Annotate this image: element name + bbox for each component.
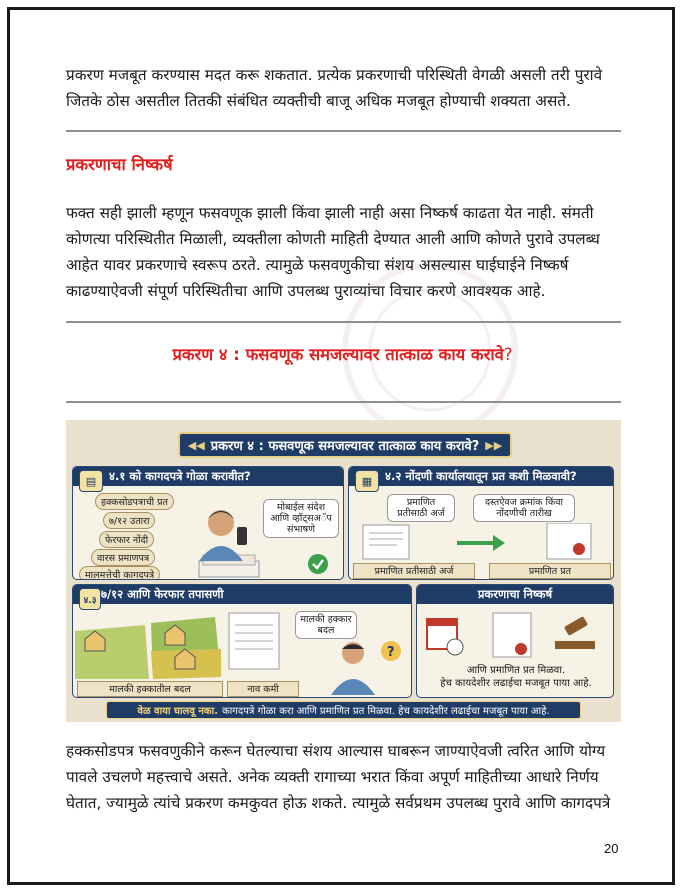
chapter-heading bbox=[0, 342, 685, 365]
section-heading: प्रकरणाचा निष्कर्ष bbox=[66, 155, 173, 174]
land-plots-illustration bbox=[75, 611, 225, 681]
banner-right-arrows-icon: ▶▶ bbox=[485, 438, 503, 452]
bottom-paragraph: हक्कसोडपत्र फसवणुकीने करून घेतल्याचा संशय आल्यास घाबरून जाण्याऐवजी त्वरित आणि योग्य पावले उचलणे महत्त्वाचे असते. अनेक व्यक्ती रागाच्या भरात किंवा अपूर्ण माहितीच्या आधारे निर्णय घेतात, ज्यामुळे त्यांचे प्रकरण कमकुवत होऊ शकते. त्यामुळे सर्वप्रथम उपलब्ध पुरावे आणि कागदपत्रे bbox=[66, 742, 611, 812]
calendar-documents-gavel-illustration bbox=[425, 611, 607, 661]
infographic-footer-bar bbox=[106, 701, 581, 719]
section-paragraph: फक्त सही झाली म्हणून फसवणूक झाली किंवा झाली नाही असा निष्कर्ष काढता येत नाही. संमती कोणत्या परिस्थितीत मिळाली, व्यक्तीला कोणती माहिती देण्यात आली आणि कोणते पुरावे उपलब्ध आहेत यावर प्रकरणाचे स्वरूप ठरते. त्यामुळे फसवणुकीचा संशय असल्यास घाईघाईने निष्कर्ष काढण्याऐवजी संपूर्ण परिस्थितीचा आणि उपलब्ध पुराव्यांचा विचार करणे आवश्यक आहे. bbox=[66, 204, 600, 300]
folder-icon: ▤ bbox=[79, 470, 103, 492]
checkmark-icon bbox=[307, 553, 329, 575]
panel-conclusion bbox=[416, 584, 614, 698]
panel-712-check bbox=[72, 584, 412, 698]
document-number-callout: दस्तऐवज क्रमांक किंवा नोंदणीची तारीख bbox=[473, 494, 575, 522]
strip-label: मालकी हक्कातील बदल bbox=[77, 681, 223, 697]
strip-label: नाव कमी bbox=[227, 681, 299, 697]
apply-callout: प्रमाणित प्रतीसाठी अर्ज bbox=[387, 494, 455, 522]
chapter-heading-question-mark: ? bbox=[503, 345, 513, 364]
ownership-change-callout: मालकी हक्कार बदल bbox=[295, 611, 357, 639]
section-number-badge: ४.३ bbox=[79, 588, 101, 610]
messages-callout: मोबाईल संदेश आणि व्हॉट्सअॅप संभाषणे bbox=[263, 499, 339, 538]
divider bbox=[66, 130, 621, 132]
footer-highlight: वेळ वाया घालवू नका. bbox=[137, 706, 218, 717]
svg-text:?: ? bbox=[387, 645, 395, 660]
infographic-banner bbox=[178, 432, 512, 458]
panel-collect-documents bbox=[72, 466, 344, 580]
footer-text: कागदपत्रे गोळा करा आणि प्रमाणित प्रत मिळवा. हेच कायदेशीर लढाईचा मजबूत पाया आहे. bbox=[222, 706, 550, 717]
infographic-title: प्रकरण ४ : फसवणूक समजल्यावर तात्काळ काय करावे? bbox=[210, 439, 480, 454]
document-tag: हक्कसोडपत्राची प्रत bbox=[95, 493, 174, 510]
document-tag: मालमत्तेची कागदपत्रे bbox=[79, 566, 160, 580]
document-tag: वारस प्रमाणपत्र bbox=[91, 549, 155, 566]
panel-header: प्रकरणाचा निष्कर्ष bbox=[417, 585, 613, 604]
panel-header-text: ७/१२ आणि फेरफार तपासणी bbox=[101, 587, 224, 601]
man-with-phone-illustration bbox=[181, 501, 261, 579]
strip-label: प्रमाणित प्रतीसाठी अर्ज bbox=[353, 563, 475, 579]
panel-header bbox=[73, 585, 411, 604]
conclusion-line-1: आणि प्रमाणित प्रत मिळवा. bbox=[466, 665, 566, 676]
divider bbox=[66, 401, 621, 403]
divider bbox=[66, 321, 621, 323]
page-number: 20 bbox=[604, 841, 619, 856]
strip-label: प्रमाणित प्रत bbox=[489, 563, 611, 579]
registry-document-icon: ▦ bbox=[355, 470, 379, 492]
chapter-heading-text: प्रकरण ४ : फसवणूक समजल्यावर तात्काळ काय करावे bbox=[172, 345, 504, 364]
panel-registry-copy bbox=[348, 466, 614, 580]
confused-man-illustration bbox=[313, 637, 403, 697]
panel-header: ४.१ को कागदपत्रे गोळा करावीत? bbox=[73, 467, 343, 486]
intro-paragraph: प्रकरण मजबूत करण्यास मदत करू शकतात. प्रत्येक प्रकरणाची परिस्थिती वेगळी असली तरी पुरावे जितके ठोस असतील तितकी संबंधित व्यक्तीची बाजू अधिक मजबूत होण्याची शक्यता असते. bbox=[66, 66, 603, 110]
record-document-illustration bbox=[225, 611, 285, 671]
application-to-certified-copy-illustration bbox=[357, 523, 607, 561]
document-tag: फेरफार नोंदी bbox=[99, 531, 154, 548]
panel-header: ४.२ नोंदणी कार्यालयातून प्रत कशी मिळवावी? bbox=[349, 467, 613, 486]
document-tag: ७/१२ उतारा bbox=[103, 512, 155, 529]
conclusion-line-2: हेच कायदेशीर लढाईचा मजबूत पाया आहे. bbox=[440, 678, 592, 689]
banner-left-arrows-icon: ◀◀ bbox=[187, 438, 205, 452]
infographic bbox=[66, 420, 621, 722]
